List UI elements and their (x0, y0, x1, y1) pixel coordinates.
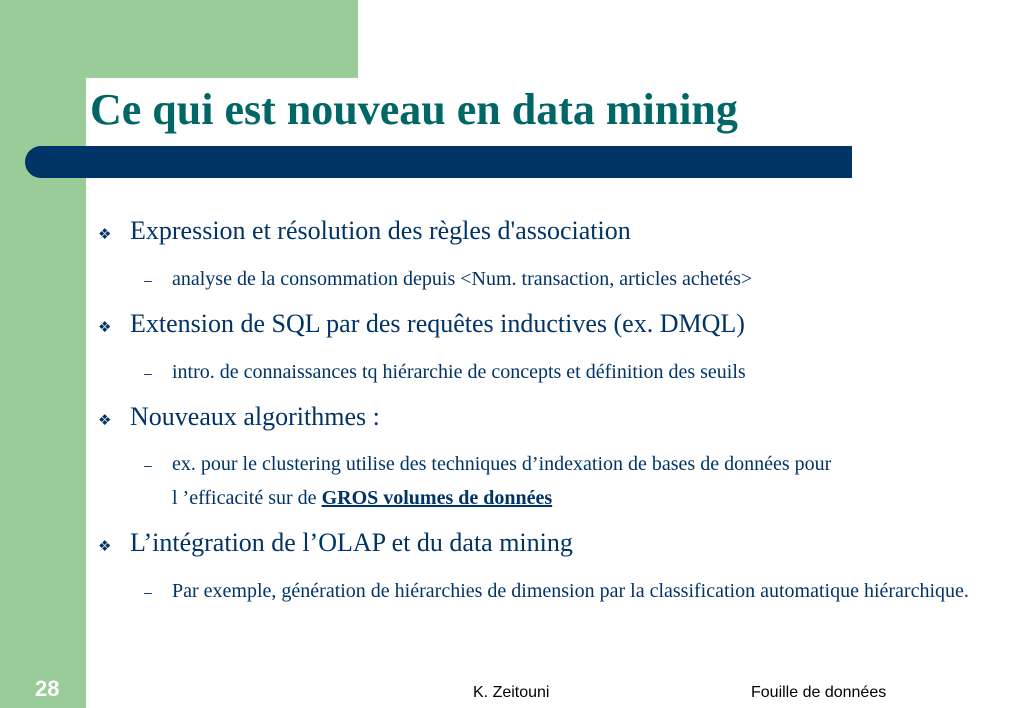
diamond-bullet-icon: ❖ (98, 318, 112, 336)
dash-bullet-icon: – (144, 457, 152, 473)
bullet-text: Extension de SQL par des requêtes inductives (ex. DMQL) (130, 309, 745, 338)
bullet-text: L’intégration de l’OLAP et du data mining (130, 528, 573, 557)
footer-author: K. Zeitouni (473, 684, 550, 701)
sub-bullet-item (144, 447, 1012, 515)
dash-bullet-icon: – (144, 272, 152, 288)
sub-bullet-text (172, 447, 1012, 515)
bullet-text: Nouveaux algorithmes : (130, 402, 380, 431)
footer-course: Fouille de données (751, 684, 887, 701)
bullet-item (98, 309, 745, 339)
slide-number: 28 (35, 676, 60, 701)
dash-bullet-icon: – (144, 584, 152, 600)
sub-bullet-text: Par exemple, génération de hiérarchies de dimension par la classification automatique hiérarchique. (172, 580, 969, 602)
bullet-text: Expression et résolution des règles d'association (130, 216, 631, 245)
bullet-item (98, 402, 380, 432)
bullet-item (98, 528, 573, 558)
slide-title: Ce qui est nouveau en data mining (90, 85, 738, 134)
bullet-item (98, 216, 631, 246)
diamond-bullet-icon: ❖ (98, 225, 112, 243)
diamond-bullet-icon: ❖ (98, 411, 112, 429)
sub-bullet-item (144, 262, 752, 296)
sub-bullet-text: intro. de connaissances tq hiérarchie de concepts et définition des seuils (172, 361, 746, 383)
sub-bullet-item (144, 355, 746, 389)
dash-bullet-icon: – (144, 365, 152, 381)
diamond-bullet-icon: ❖ (98, 537, 112, 555)
sub-bullet-item (144, 574, 1012, 608)
sub-bullet-text: analyse de la consommation depuis <Num. transaction, articles achetés> (172, 268, 753, 290)
sub-bullet-line: l ’efficacité sur de (172, 487, 322, 509)
emphasized-text: GROS volumes de données (321, 487, 553, 509)
sub-bullet-line: ex. pour le clustering utilise des techniques d’indexation de bases de données pour (172, 453, 832, 475)
